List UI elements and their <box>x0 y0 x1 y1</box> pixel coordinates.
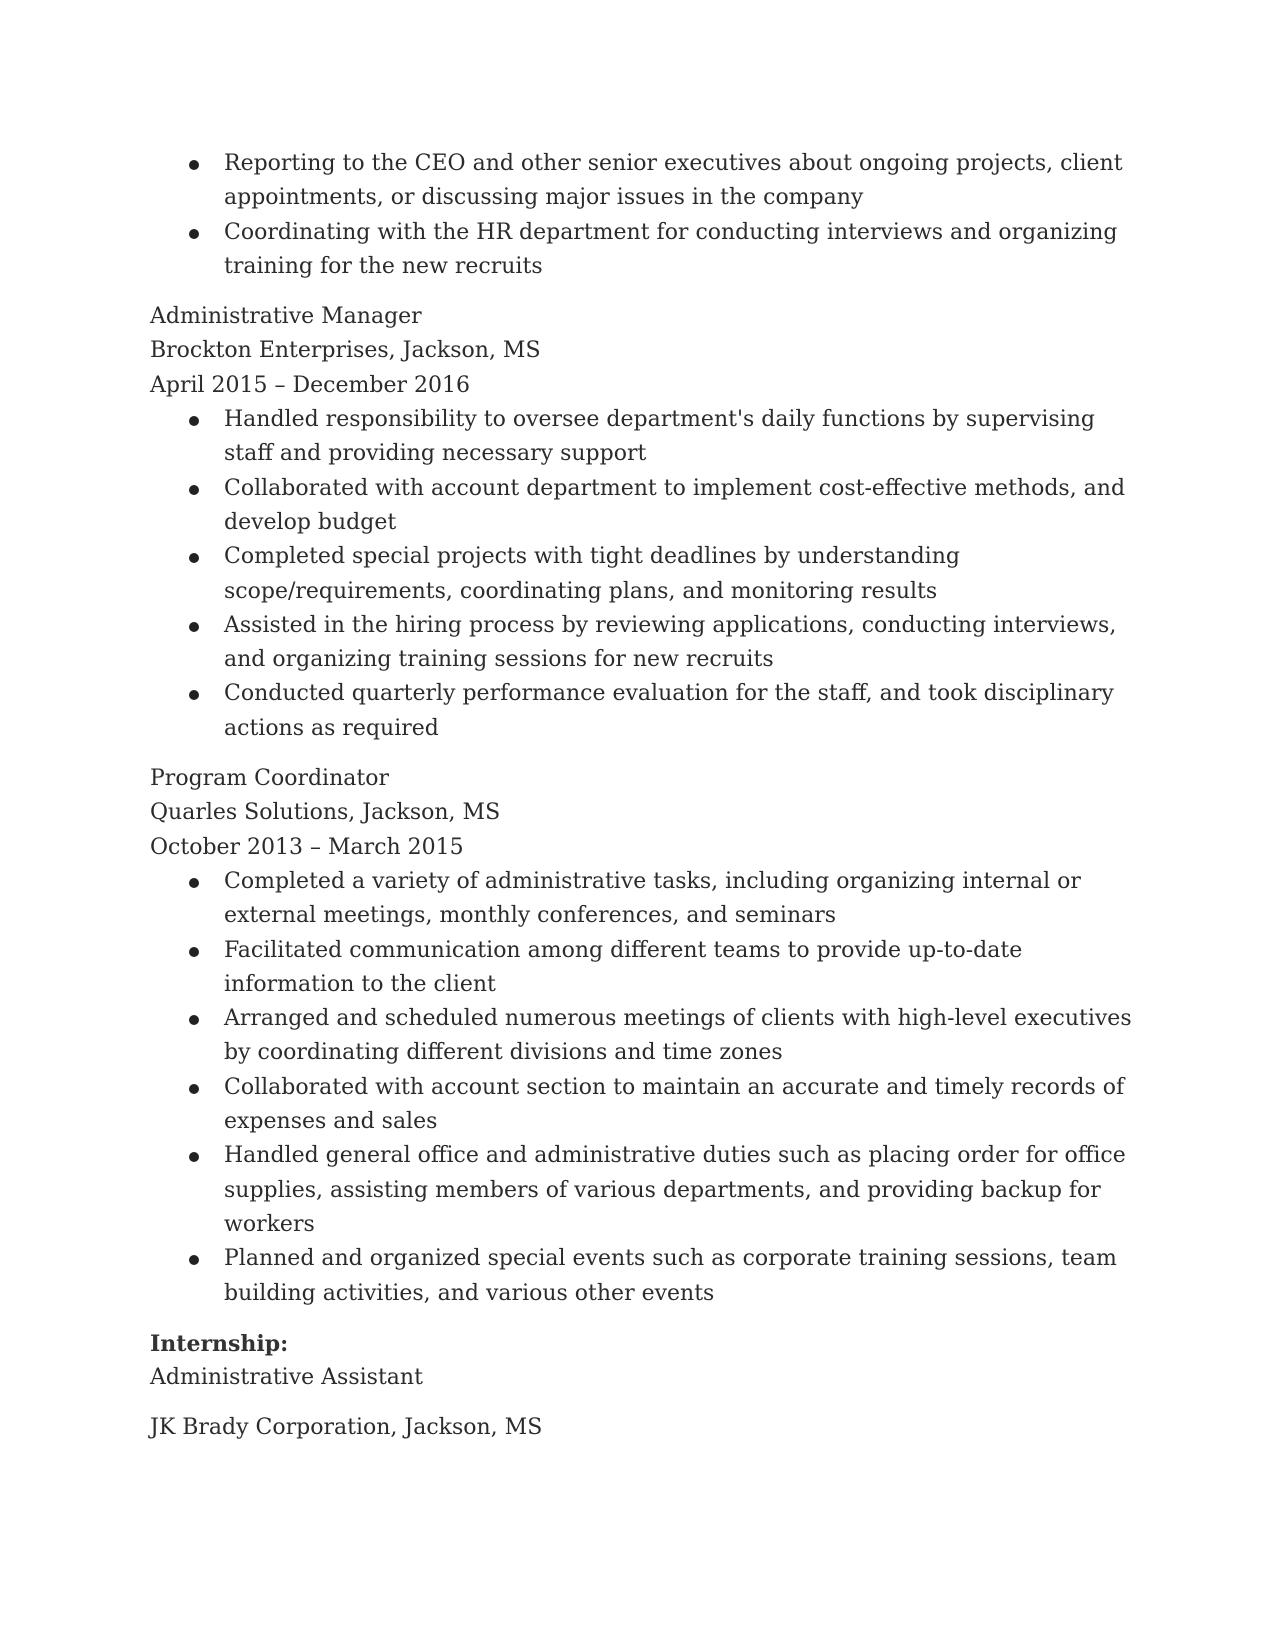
list-item: Arranged and scheduled numerous meetings of clients with high-level executives by coordinating different divisions and time zones <box>224 1002 1130 1071</box>
list-item: Completed a variety of administrative tasks, including organizing internal or external meetings, monthly conferences, and seminars <box>224 865 1130 934</box>
bullet-icon <box>189 878 199 888</box>
bullet-icon <box>189 1015 199 1025</box>
list-item: Collaborated with account department to implement cost-effective methods, and develop budget <box>224 472 1130 541</box>
bullet-icon <box>189 1084 199 1094</box>
internship-heading: Internship: <box>150 1330 289 1357</box>
resume-content <box>150 147 1130 1446</box>
bullet-icon <box>189 160 199 170</box>
job-entry <box>150 300 1130 746</box>
job-dates: April 2015 – December 2016 <box>150 372 470 398</box>
bullet-icon <box>189 947 199 957</box>
list-item: Handled general office and administrative duties such as placing order for office supplies, assisting members of various departments, and providing backup for workers <box>224 1139 1130 1242</box>
list-item: Assisted in the hiring process by reviewing applications, conducting interviews, and organizing training sessions for new recruits <box>224 609 1130 678</box>
internship-section <box>150 1327 1130 1446</box>
bullet-icon <box>189 416 199 426</box>
list-item: Facilitated communication among different teams to provide up-to-date information to the client <box>224 934 1130 1003</box>
job-dates: October 2013 – March 2015 <box>150 834 464 860</box>
job-title: Program Coordinator <box>150 766 389 792</box>
list-item: Handled responsibility to oversee department's daily functions by supervising staff and providing necessary support <box>224 403 1130 472</box>
job-company: Brockton Enterprises, Jackson, MS <box>150 338 541 364</box>
bullet-icon <box>189 485 199 495</box>
bullet-icon <box>189 229 199 239</box>
bullet-icon <box>189 690 199 700</box>
bullet-icon <box>189 1152 199 1162</box>
job-company: Quarles Solutions, Jackson, MS <box>150 800 501 826</box>
internship-title: Administrative Assistant <box>150 1365 423 1391</box>
bullet-icon <box>189 622 199 632</box>
intro-bullet-list <box>150 147 1130 284</box>
bullet-icon <box>189 1255 199 1265</box>
list-item: Reporting to the CEO and other senior executives about ongoing projects, client appointments, or discussing major issues in the company <box>224 147 1130 216</box>
list-item: Coordinating with the HR department for conducting interviews and organizing training for the new recruits <box>224 216 1130 285</box>
job-entry <box>150 762 1130 1311</box>
list-item: Planned and organized special events such as corporate training sessions, team building activities, and various other events <box>224 1242 1130 1311</box>
list-item: Completed special projects with tight deadlines by understanding scope/requirements, coordinating plans, and monitoring results <box>224 540 1130 609</box>
job-title: Administrative Manager <box>150 304 422 330</box>
list-item: Collaborated with account section to maintain an accurate and timely records of expenses and sales <box>224 1071 1130 1140</box>
internship-company: JK Brady Corporation, Jackson, MS <box>150 1415 543 1441</box>
bullet-icon <box>189 553 199 563</box>
job-bullet-list <box>150 865 1130 1311</box>
list-item: Conducted quarterly performance evaluation for the staff, and took disciplinary actions as required <box>224 677 1130 746</box>
job-bullet-list <box>150 403 1130 746</box>
